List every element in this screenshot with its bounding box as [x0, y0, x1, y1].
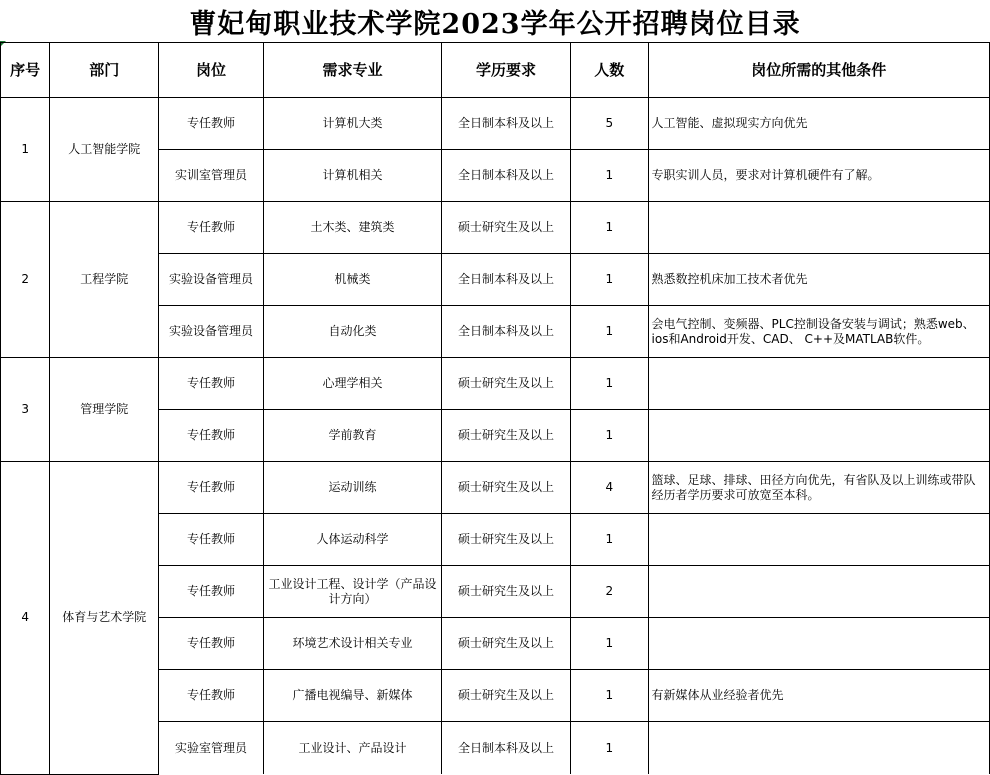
cond-cell[interactable]: 篮球、足球、排球、田径方向优先，有省队及以上训练或带队经历者学历要求可放宽至本科。	[648, 462, 989, 514]
major-cell[interactable]: 学前教育	[263, 410, 441, 462]
header-seq[interactable]: 序号	[1, 43, 50, 98]
recruitment-table	[0, 42, 990, 775]
edu-cell[interactable]: 全日制本科及以上	[442, 254, 571, 306]
count-cell[interactable]: 1	[571, 358, 649, 410]
edu-cell[interactable]: 全日制本科及以上	[442, 98, 571, 150]
header-post[interactable]: 岗位	[159, 43, 264, 98]
cond-cell[interactable]: 人工智能、虚拟现实方向优先	[648, 98, 989, 150]
count-cell[interactable]: 1	[571, 722, 649, 775]
major-cell[interactable]: 机械类	[263, 254, 441, 306]
edu-cell[interactable]: 硕士研究生及以上	[442, 202, 571, 254]
edu-cell[interactable]: 硕士研究生及以上	[442, 358, 571, 410]
major-cell[interactable]: 广播电视编导、新媒体	[263, 670, 441, 722]
table-row	[1, 462, 990, 514]
dept-cell[interactable]: 工程学院	[50, 202, 159, 358]
post-cell[interactable]: 实验设备管理员	[159, 306, 264, 358]
count-cell[interactable]: 1	[571, 254, 649, 306]
count-cell[interactable]: 1	[571, 618, 649, 670]
cond-cell[interactable]: 会电气控制、变频器、PLC控制设备安装与调试；熟悉web、ios和Android开发、CAD、 C++及MATLAB软件。	[648, 306, 989, 358]
table-row	[1, 358, 990, 410]
post-cell[interactable]: 专任教师	[159, 462, 264, 514]
count-cell[interactable]: 1	[571, 150, 649, 202]
cond-cell[interactable]: 熟悉数控机床加工技术者优先	[648, 254, 989, 306]
header-row	[1, 43, 990, 98]
post-cell[interactable]: 专任教师	[159, 358, 264, 410]
edu-cell[interactable]: 硕士研究生及以上	[442, 462, 571, 514]
edu-cell[interactable]: 全日制本科及以上	[442, 722, 571, 775]
count-cell[interactable]: 4	[571, 462, 649, 514]
post-cell[interactable]: 专任教师	[159, 98, 264, 150]
count-cell[interactable]: 5	[571, 98, 649, 150]
major-cell[interactable]: 运动训练	[263, 462, 441, 514]
cond-cell[interactable]	[648, 358, 989, 410]
page-title: 曹妃甸职业技术学院2023学年公开招聘岗位目录	[189, 8, 801, 40]
major-cell[interactable]: 心理学相关	[263, 358, 441, 410]
header-edu[interactable]: 学历要求	[442, 43, 571, 98]
cond-cell[interactable]	[648, 618, 989, 670]
cond-cell[interactable]: 专职实训人员，要求对计算机硬件有了解。	[648, 150, 989, 202]
post-cell[interactable]: 专任教师	[159, 514, 264, 566]
count-cell[interactable]: 2	[571, 566, 649, 618]
count-cell[interactable]: 1	[571, 306, 649, 358]
major-cell[interactable]: 土木类、建筑类	[263, 202, 441, 254]
edu-cell[interactable]: 硕士研究生及以上	[442, 410, 571, 462]
post-cell[interactable]: 实验设备管理员	[159, 254, 264, 306]
post-cell[interactable]: 实训室管理员	[159, 150, 264, 202]
edu-cell[interactable]: 硕士研究生及以上	[442, 670, 571, 722]
major-cell[interactable]: 自动化类	[263, 306, 441, 358]
dept-cell[interactable]: 体育与艺术学院	[50, 462, 159, 775]
header-count[interactable]: 人数	[571, 43, 649, 98]
major-cell[interactable]: 环境艺术设计相关专业	[263, 618, 441, 670]
major-cell[interactable]: 计算机相关	[263, 150, 441, 202]
edu-cell[interactable]: 全日制本科及以上	[442, 150, 571, 202]
post-cell[interactable]: 实验室管理员	[159, 722, 264, 775]
edu-cell[interactable]: 全日制本科及以上	[442, 306, 571, 358]
count-cell[interactable]: 1	[571, 410, 649, 462]
post-cell[interactable]: 专任教师	[159, 410, 264, 462]
header-major[interactable]: 需求专业	[263, 43, 441, 98]
header-dept[interactable]: 部门	[50, 43, 159, 98]
count-cell[interactable]: 1	[571, 202, 649, 254]
cond-cell[interactable]	[648, 410, 989, 462]
edu-cell[interactable]: 硕士研究生及以上	[442, 566, 571, 618]
cond-cell[interactable]: 有新媒体从业经验者优先	[648, 670, 989, 722]
count-cell[interactable]: 1	[571, 514, 649, 566]
dept-cell[interactable]: 人工智能学院	[50, 98, 159, 202]
seq-cell[interactable]: 2	[1, 202, 50, 358]
cond-cell[interactable]	[648, 202, 989, 254]
major-cell[interactable]: 工业设计工程、设计学（产品设计方向）	[263, 566, 441, 618]
table-row	[1, 202, 990, 254]
count-cell[interactable]: 1	[571, 670, 649, 722]
seq-cell[interactable]: 3	[1, 358, 50, 462]
dept-cell[interactable]: 管理学院	[50, 358, 159, 462]
table-row	[1, 98, 990, 150]
post-cell[interactable]: 专任教师	[159, 566, 264, 618]
cond-cell[interactable]	[648, 722, 989, 775]
header-cond[interactable]: 岗位所需的其他条件	[648, 43, 989, 98]
post-cell[interactable]: 专任教师	[159, 618, 264, 670]
cond-cell[interactable]	[648, 566, 989, 618]
post-cell[interactable]: 专任教师	[159, 202, 264, 254]
seq-cell[interactable]: 4	[1, 462, 50, 775]
post-cell[interactable]: 专任教师	[159, 670, 264, 722]
seq-cell[interactable]: 1	[1, 98, 50, 202]
edu-cell[interactable]: 硕士研究生及以上	[442, 514, 571, 566]
major-cell[interactable]: 工业设计、产品设计	[263, 722, 441, 775]
cond-cell[interactable]	[648, 514, 989, 566]
major-cell[interactable]: 计算机大类	[263, 98, 441, 150]
major-cell[interactable]: 人体运动科学	[263, 514, 441, 566]
edu-cell[interactable]: 硕士研究生及以上	[442, 618, 571, 670]
